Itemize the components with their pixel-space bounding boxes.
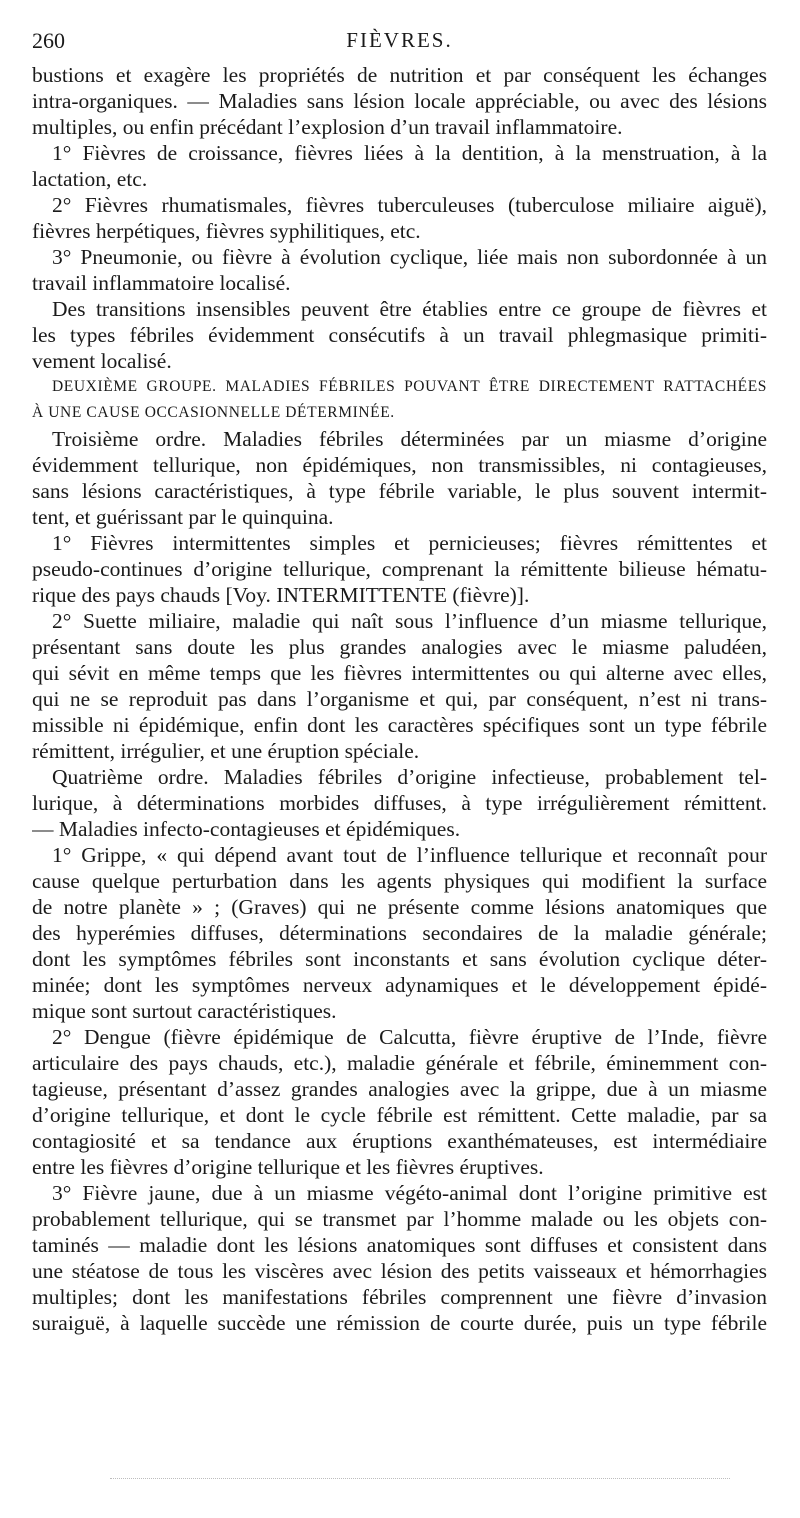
text-line: 3° Pneumonie, ou fièvre à évolution cyclique, liée mais non subordonnée à un (52, 245, 767, 269)
text-line: 1° Fièvres intermittentes simples et pernicieuses; fièvres rémittentes et (52, 531, 767, 555)
text-line: vement localisé. (32, 349, 172, 373)
text-line: taminés — maladie dont les lésions anatomiques sont diffuses et consistent dans (32, 1233, 767, 1257)
text-line: évidemment tellurique, non épidémiques, non transmissibles, ni contagieuses, (32, 453, 767, 477)
text-line: missible ni épidémique, enfin dont les caractères spécifiques sont un type fébrile (32, 713, 767, 737)
text-line: minée; dont les symptômes nerveux adynamiques et le développement épidé- (32, 973, 767, 997)
text-line: dont les symptômes fébriles sont inconstants et sans évolution cyclique déter- (32, 947, 767, 971)
page-header (32, 28, 767, 56)
text-line: cause quelque perturbation dans les agents physiques qui modifient la surface (32, 869, 767, 893)
text-line: contagiosité et sa tendance aux éruptions exanthémateuses, est intermédiaire (32, 1129, 767, 1153)
text-line: des hyperémies diffuses, déterminations secondaires de la maladie générale; (32, 921, 767, 945)
text-line: pseudo-continues d’origine tellurique, comprenant la rémittente bilieuse hématu- (32, 557, 767, 581)
text-line: qui ne se reproduit pas dans l’organisme et qui, par conséquent, n’est ni trans- (32, 687, 767, 711)
page-number: 260 (32, 28, 65, 53)
text-line: de notre planète » ; (Graves) qui ne présente comme lésions anatomiques que (32, 895, 767, 919)
text-line: lurique, à déterminations morbides diffuses, à type irrégulièrement rémittent. (32, 791, 767, 815)
text-line: sans lésions caractéristiques, à type fébrile variable, le plus souvent intermit- (32, 479, 767, 503)
footer-rule (110, 1478, 730, 1479)
text-line: qui sévit en même temps que les fièvres intermittentes ou qui alterne avec elles, (32, 661, 767, 685)
text-line: tagieuse, présentant d’assez grandes analogies avec la grippe, due à un miasme (32, 1077, 767, 1101)
text-line: 3° Fièvre jaune, due à un miasme végéto-animal dont l’origine primitive est (52, 1181, 767, 1205)
text-line: probablement tellurique, qui se transmet par l’homme malade ou les objets con- (32, 1207, 767, 1231)
text-line: 1° Grippe, « qui dépend avant tout de l’influence tellurique et reconnaît pour (52, 843, 767, 867)
text-line: lactation, etc. (32, 167, 148, 191)
text-line: suraiguë, à laquelle succède une rémission de courte durée, puis un type fébrile (32, 1311, 767, 1335)
text-line: 1° Fièvres de croissance, fièvres liées à la dentition, à la menstruation, à la (52, 141, 767, 165)
text-line: d’origine tellurique, et dont le cycle fébrile est rémittent. Cette maladie, par sa (32, 1103, 767, 1127)
text-line: DEUXIÈME GROUPE. MALADIES FÉBRILES POUVANT ÊTRE DIRECTEMENT RATTACHÉES (52, 378, 767, 395)
text-line: fièvres herpétiques, fièvres syphilitiques, etc. (32, 219, 421, 243)
text-line: articulaire des pays chauds, etc.), maladie générale et fébrile, éminemment con- (32, 1051, 767, 1075)
text-line: 2° Dengue (fièvre épidémique de Calcutta, fièvre éruptive de l’Inde, fièvre (52, 1025, 767, 1049)
text-line: intra-organiques. — Maladies sans lésion locale appréciable, ou avec des lésions (32, 89, 767, 113)
text-line: présentant sans doute les plus grandes analogies avec le miasme paludéen, (32, 635, 767, 659)
text-line: une stéatose de tous les viscères avec lésion des petits vaisseaux et hémorrhagies (32, 1259, 767, 1283)
text-line: rique des pays chauds [Voy. INTERMITTENTE (fièvre)]. (32, 583, 530, 607)
text-line: 2° Suette miliaire, maladie qui naît sous l’influence d’un miasme tellurique, (52, 609, 767, 633)
text-line: bustions et exagère les propriétés de nutrition et par conséquent les échanges (32, 63, 767, 87)
text-line: entre les fièvres d’origine tellurique et les fièvres éruptives. (32, 1155, 544, 1179)
text-line: rémittent, irrégulier, et une éruption spéciale. (32, 739, 420, 763)
text-line: multiples, ou enfin précédant l’explosion d’un travail inflammatoire. (32, 115, 623, 139)
text-line: Troisième ordre. Maladies fébriles déterminées par un miasme d’origine (52, 427, 767, 451)
text-line: travail inflammatoire localisé. (32, 271, 291, 295)
running-title: FIÈVRES. (346, 28, 453, 52)
text-line: À UNE CAUSE OCCASIONNELLE DÉTERMINÉE. (32, 404, 395, 421)
text-line: Quatrième ordre. Maladies fébriles d’origine infectieuse, probablement tel- (52, 765, 767, 789)
text-line: mique sont surtout caractéristiques. (32, 999, 337, 1023)
text-line: tent, et guérissant par le quinquina. (32, 505, 334, 529)
text-line: 2° Fièvres rhumatismales, fièvres tuberculeuses (tuberculose miliaire aiguë), (52, 193, 767, 217)
body-text (32, 62, 767, 1336)
text-line: multiples; dont les manifestations fébriles comprennent une fièvre d’invasion (32, 1285, 767, 1309)
text-line: Des transitions insensibles peuvent être établies entre ce groupe de fièvres et (52, 297, 767, 321)
text-line: — Maladies infecto-contagieuses et épidémiques. (32, 817, 461, 841)
text-line: les types fébriles évidemment consécutifs à un travail phlegmasique primiti- (32, 323, 767, 347)
